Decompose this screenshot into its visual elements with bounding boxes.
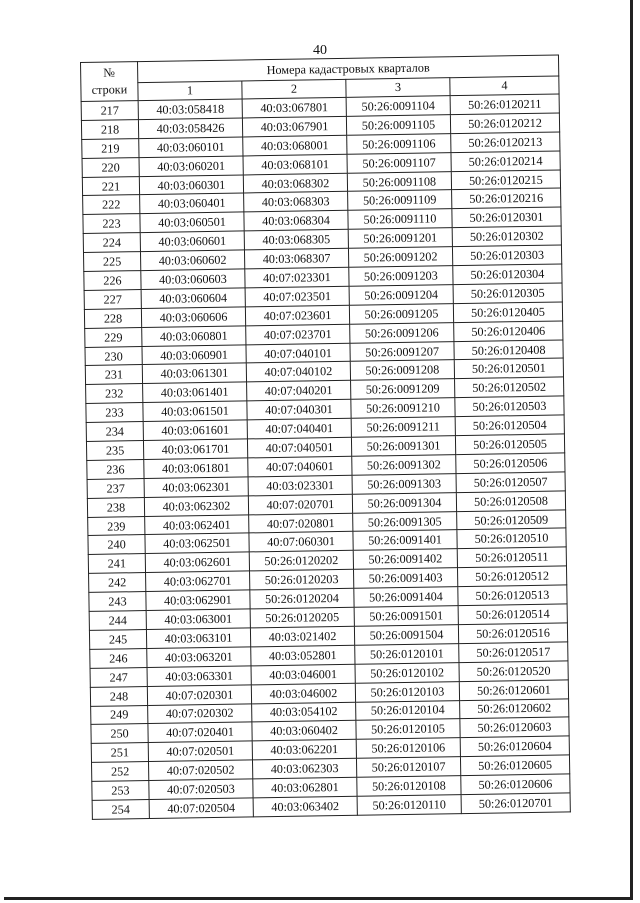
quarter-col4-cell: 50:26:0120304 — [453, 264, 562, 285]
row-number-header-line2: строки — [91, 82, 128, 97]
quarter-col1-cell: 40:03:062501 — [145, 533, 249, 554]
quarter-col2-cell: 40:07:060301 — [249, 532, 353, 553]
quarter-col4-cell: 50:26:0120508 — [456, 491, 565, 512]
quarter-col3-cell: 50:26:0120102 — [355, 662, 459, 683]
quarter-col1-cell: 40:03:058426 — [138, 118, 242, 139]
column-header-2: 2 — [242, 79, 346, 99]
row-number-cell: 237 — [87, 478, 144, 498]
quarter-col1-cell: 40:07:020501 — [148, 741, 252, 762]
quarter-col4-cell: 50:26:0120503 — [455, 396, 564, 417]
quarter-col3-cell: 50:26:0091504 — [354, 625, 458, 646]
quarter-col2-cell: 40:03:046001 — [251, 664, 355, 685]
quarter-col2-cell: 40:03:068001 — [243, 135, 347, 156]
quarter-col1-cell: 40:03:063001 — [146, 609, 250, 630]
quarter-col1-cell: 40:03:060801 — [142, 326, 246, 347]
quarter-col2-cell: 40:03:062801 — [253, 777, 357, 798]
quarter-col4-cell: 50:26:0120605 — [460, 755, 569, 776]
table-body — [81, 94, 570, 819]
quarter-col1-cell: 40:03:061401 — [143, 382, 247, 403]
quarter-col4-cell: 50:26:0120701 — [461, 793, 570, 814]
quarter-col3-cell: 50:26:0120103 — [355, 681, 459, 702]
quarter-col2-cell: 40:03:052801 — [251, 645, 355, 666]
quarter-col4-cell: 50:26:0120514 — [458, 604, 567, 625]
quarter-col3-cell: 50:26:0091401 — [353, 530, 457, 551]
quarter-col1-cell: 40:03:061501 — [143, 401, 247, 422]
column-header-3: 3 — [346, 78, 450, 98]
quarter-col1-cell: 40:03:063201 — [147, 647, 251, 668]
quarter-col4-cell: 50:26:0120511 — [457, 547, 566, 568]
quarter-col1-cell: 40:03:062601 — [145, 552, 249, 573]
cadastral-table — [80, 54, 571, 819]
quarter-col2-cell: 40:03:067801 — [242, 97, 346, 118]
quarter-col2-cell: 40:07:040401 — [247, 418, 351, 439]
quarter-col4-cell: 50:26:0120513 — [458, 585, 567, 606]
quarter-col4-cell: 50:26:0120406 — [454, 321, 563, 342]
quarter-col4-cell: 50:26:0120516 — [458, 623, 567, 644]
row-number-cell: 232 — [86, 384, 143, 404]
row-number-cell: 229 — [85, 327, 142, 347]
row-number-cell: 254 — [92, 799, 149, 819]
quarter-col4-cell: 50:26:0120214 — [451, 151, 560, 172]
quarter-col4-cell: 50:26:0120301 — [452, 207, 561, 228]
quarter-col4-cell: 50:26:0120408 — [454, 340, 563, 361]
row-number-cell: 222 — [83, 195, 140, 215]
row-number-cell: 234 — [86, 422, 143, 442]
quarter-col3-cell: 50:26:0091110 — [348, 209, 452, 230]
quarter-col1-cell: 40:07:020301 — [147, 684, 251, 705]
quarter-col1-cell: 40:03:061601 — [143, 420, 247, 441]
row-number-cell: 233 — [86, 403, 143, 423]
row-number-cell: 251 — [91, 743, 148, 763]
quarter-col3-cell: 50:26:0091107 — [347, 152, 451, 173]
quarter-col1-cell: 40:03:061801 — [144, 458, 248, 479]
row-number-cell: 252 — [92, 762, 149, 782]
quarter-col2-cell: 50:26:0120202 — [249, 551, 353, 572]
row-number-cell: 243 — [89, 592, 146, 612]
quarter-col4-cell: 50:26:0120512 — [457, 566, 566, 587]
quarter-col2-cell: 40:07:040101 — [246, 343, 350, 364]
row-number-cell: 217 — [81, 101, 138, 121]
quarter-col1-cell: 40:03:060901 — [142, 345, 246, 366]
quarter-col2-cell: 50:26:0120205 — [250, 607, 354, 628]
quarter-col3-cell: 50:26:0091402 — [353, 549, 457, 570]
quarter-col4-cell: 50:26:0120215 — [451, 170, 560, 191]
quarter-col3-cell: 50:26:0091210 — [351, 398, 455, 419]
quarter-col1-cell: 40:03:063101 — [146, 628, 250, 649]
quarter-col4-cell: 50:26:0120505 — [455, 434, 564, 455]
row-number-cell: 236 — [87, 459, 144, 479]
quarter-col2-cell: 40:03:062201 — [252, 740, 356, 761]
quarter-col4-cell: 50:26:0120303 — [452, 245, 561, 266]
row-number-cell: 226 — [84, 271, 141, 291]
quarter-col3-cell: 50:26:0091201 — [348, 228, 452, 249]
row-number-cell: 249 — [91, 705, 148, 725]
quarter-col4-cell: 50:26:0120510 — [457, 528, 566, 549]
row-number-cell: 250 — [91, 724, 148, 744]
row-number-cell: 245 — [89, 629, 146, 649]
quarter-col4-cell: 50:26:0120606 — [461, 774, 570, 795]
quarter-col3-cell: 50:26:0120106 — [356, 738, 460, 759]
quarter-col1-cell: 40:03:060606 — [141, 307, 245, 328]
quarter-col2-cell: 40:03:060402 — [252, 721, 356, 742]
quarter-col3-cell: 50:26:0091208 — [350, 360, 454, 381]
quarter-col3-cell: 50:26:0091501 — [354, 606, 458, 627]
quarter-col2-cell: 40:07:023501 — [245, 286, 349, 307]
quarter-col3-cell: 50:26:0091305 — [353, 511, 457, 532]
quarter-col3-cell: 50:26:0120105 — [356, 719, 460, 740]
row-number-cell: 228 — [84, 308, 141, 328]
quarter-col3-cell: 50:26:0091109 — [348, 190, 452, 211]
quarter-col1-cell: 40:03:060601 — [140, 231, 244, 252]
row-number-header-line1: № — [103, 65, 116, 80]
row-number-cell: 244 — [89, 611, 146, 631]
quarter-col1-cell: 40:07:020502 — [148, 760, 252, 781]
quarter-col1-cell: 40:03:060501 — [140, 212, 244, 233]
quarter-col2-cell: 40:03:062303 — [252, 758, 356, 779]
quarter-col4-cell: 50:26:0120507 — [456, 472, 565, 493]
quarter-col2-cell: 40:03:068303 — [244, 192, 348, 213]
quarter-col3-cell: 50:26:0091108 — [347, 171, 451, 192]
quarter-col2-cell: 40:07:040201 — [247, 381, 351, 402]
quarter-col1-cell: 40:03:060101 — [139, 137, 243, 158]
quarter-col4-cell: 50:26:0120405 — [453, 302, 562, 323]
quarter-col2-cell: 40:03:046002 — [251, 683, 355, 704]
row-number-cell: 247 — [90, 667, 147, 687]
quarter-col2-cell: 40:03:068307 — [244, 248, 348, 269]
quarter-col4-cell: 50:26:0120517 — [459, 642, 568, 663]
quarter-col3-cell: 50:26:0120107 — [356, 757, 460, 778]
quarter-col4-cell: 50:26:0120603 — [460, 717, 569, 738]
quarter-col4-cell: 50:26:0120213 — [451, 132, 560, 153]
quarter-col4-cell: 50:26:0120211 — [450, 94, 559, 115]
row-number-cell: 225 — [83, 252, 140, 272]
row-number-cell: 231 — [85, 365, 142, 385]
quarter-col2-cell: 40:07:040501 — [247, 437, 351, 458]
quarter-col2-cell: 40:07:023601 — [245, 305, 349, 326]
quarter-col4-cell: 50:26:0120520 — [459, 661, 568, 682]
row-number-cell: 241 — [88, 554, 145, 574]
quarter-col3-cell: 50:26:0091206 — [350, 322, 454, 343]
row-number-cell: 227 — [84, 289, 141, 309]
quarter-col4-cell: 50:26:0120604 — [460, 736, 569, 757]
quarter-col4-cell: 50:26:0120212 — [450, 113, 559, 134]
cadastral-group-header: Номера кадастровых кварталов — [138, 55, 559, 83]
quarter-col3-cell: 50:26:0091404 — [354, 587, 458, 608]
quarter-col2-cell: 40:03:023301 — [248, 475, 352, 496]
row-number-cell: 246 — [90, 648, 147, 668]
quarter-col2-cell: 40:07:023701 — [246, 324, 350, 345]
quarter-col2-cell: 40:03:021402 — [250, 626, 354, 647]
quarter-col2-cell: 40:03:068305 — [244, 230, 348, 251]
quarter-col3-cell: 50:26:0091303 — [352, 473, 456, 494]
quarter-col3-cell: 50:26:0091205 — [349, 303, 453, 324]
quarter-col1-cell: 40:07:020503 — [149, 779, 253, 800]
quarter-col2-cell: 40:03:068302 — [243, 173, 347, 194]
quarter-col2-cell: 40:07:040102 — [246, 362, 350, 383]
row-number-cell: 224 — [83, 233, 140, 253]
quarter-col1-cell: 40:03:060201 — [139, 156, 243, 177]
quarter-col3-cell: 50:26:0091203 — [349, 266, 453, 287]
quarter-col2-cell: 50:26:0120203 — [250, 570, 354, 591]
row-number-cell: 242 — [89, 573, 146, 593]
column-header-1: 1 — [138, 81, 242, 101]
row-number-cell: 221 — [82, 176, 139, 196]
quarter-col1-cell: 40:03:060604 — [141, 288, 245, 309]
quarter-col1-cell: 40:03:063301 — [147, 666, 251, 687]
quarter-col4-cell: 50:26:0120602 — [460, 698, 569, 719]
quarter-col2-cell: 40:07:040601 — [248, 456, 352, 477]
page-number: 40 — [313, 43, 327, 58]
quarter-col1-cell: 40:03:060602 — [140, 250, 244, 271]
quarter-col3-cell: 50:26:0091202 — [348, 247, 452, 268]
row-number-cell: 235 — [86, 441, 143, 461]
quarter-col3-cell: 50:26:0120101 — [355, 643, 459, 664]
quarter-col4-cell: 50:26:0120216 — [452, 188, 561, 209]
quarter-col1-cell: 40:03:062401 — [145, 515, 249, 536]
quarter-col3-cell: 50:26:0091301 — [351, 436, 455, 457]
quarter-col3-cell: 50:26:0091211 — [351, 417, 455, 438]
quarter-col3-cell: 50:26:0091106 — [347, 133, 451, 154]
quarter-col1-cell: 40:03:060301 — [139, 175, 243, 196]
quarter-col4-cell: 50:26:0120302 — [452, 226, 561, 247]
quarter-col2-cell: 40:03:063402 — [253, 796, 357, 817]
row-number-cell: 220 — [82, 157, 139, 177]
row-number-cell: 239 — [88, 516, 145, 536]
quarter-col3-cell: 50:26:0120110 — [357, 795, 461, 816]
quarter-col1-cell: 40:07:020302 — [148, 703, 252, 724]
quarter-col1-cell: 40:03:058418 — [138, 99, 242, 120]
quarter-col4-cell: 50:26:0120305 — [453, 283, 562, 304]
quarter-col4-cell: 50:26:0120509 — [457, 510, 566, 531]
quarter-col3-cell: 50:26:0091207 — [350, 341, 454, 362]
quarter-col3-cell: 50:26:0120104 — [356, 700, 460, 721]
quarter-col1-cell: 40:03:062901 — [146, 590, 250, 611]
quarter-col3-cell: 50:26:0091304 — [352, 492, 456, 513]
quarter-col3-cell: 50:26:0091209 — [351, 379, 455, 400]
quarter-col2-cell: 40:07:020801 — [249, 513, 353, 534]
quarter-col2-cell: 40:07:040301 — [247, 400, 351, 421]
row-number-cell: 253 — [92, 781, 149, 801]
quarter-col3-cell: 50:26:0120108 — [357, 776, 461, 797]
quarter-col3-cell: 50:26:0091403 — [354, 568, 458, 589]
quarter-col4-cell: 50:26:0120504 — [455, 415, 564, 436]
row-number-header — [81, 62, 139, 102]
row-number-cell: 240 — [88, 535, 145, 555]
quarter-col3-cell: 50:26:0091204 — [349, 285, 453, 306]
row-number-cell: 248 — [90, 686, 147, 706]
quarter-col3-cell: 50:26:0091302 — [352, 455, 456, 476]
quarter-col4-cell: 50:26:0120601 — [459, 680, 568, 701]
quarter-col1-cell: 40:03:061301 — [142, 363, 246, 384]
row-number-cell: 238 — [87, 497, 144, 517]
quarter-col3-cell: 50:26:0091105 — [346, 115, 450, 136]
row-number-cell: 230 — [85, 346, 142, 366]
quarter-col1-cell: 40:03:061701 — [143, 439, 247, 460]
row-number-cell: 223 — [83, 214, 140, 234]
quarter-col1-cell: 40:03:060603 — [141, 269, 245, 290]
quarter-col2-cell: 40:03:054102 — [252, 702, 356, 723]
quarter-col4-cell: 50:26:0120501 — [454, 358, 563, 379]
quarter-col1-cell: 40:03:062701 — [146, 571, 250, 592]
quarter-col4-cell: 50:26:0120506 — [456, 453, 565, 474]
quarter-col2-cell: 40:03:068101 — [243, 154, 347, 175]
quarter-col1-cell: 40:03:062302 — [144, 496, 248, 517]
quarter-col2-cell: 40:07:020701 — [248, 494, 352, 515]
quarter-col3-cell: 50:26:0091104 — [346, 96, 450, 117]
quarter-col1-cell: 40:03:060401 — [140, 193, 244, 214]
quarter-col1-cell: 40:07:020504 — [149, 798, 253, 819]
quarter-col2-cell: 50:26:0120204 — [250, 588, 354, 609]
quarter-col2-cell: 40:03:068304 — [244, 211, 348, 232]
quarter-col1-cell: 40:03:062301 — [144, 477, 248, 498]
quarter-col1-cell: 40:07:020401 — [148, 722, 252, 743]
column-header-4: 4 — [450, 76, 559, 96]
row-number-cell: 219 — [82, 138, 139, 158]
row-number-cell: 218 — [81, 119, 138, 139]
quarter-col2-cell: 40:07:023301 — [245, 267, 349, 288]
quarter-col4-cell: 50:26:0120502 — [455, 377, 564, 398]
quarter-col2-cell: 40:03:067901 — [242, 116, 346, 137]
